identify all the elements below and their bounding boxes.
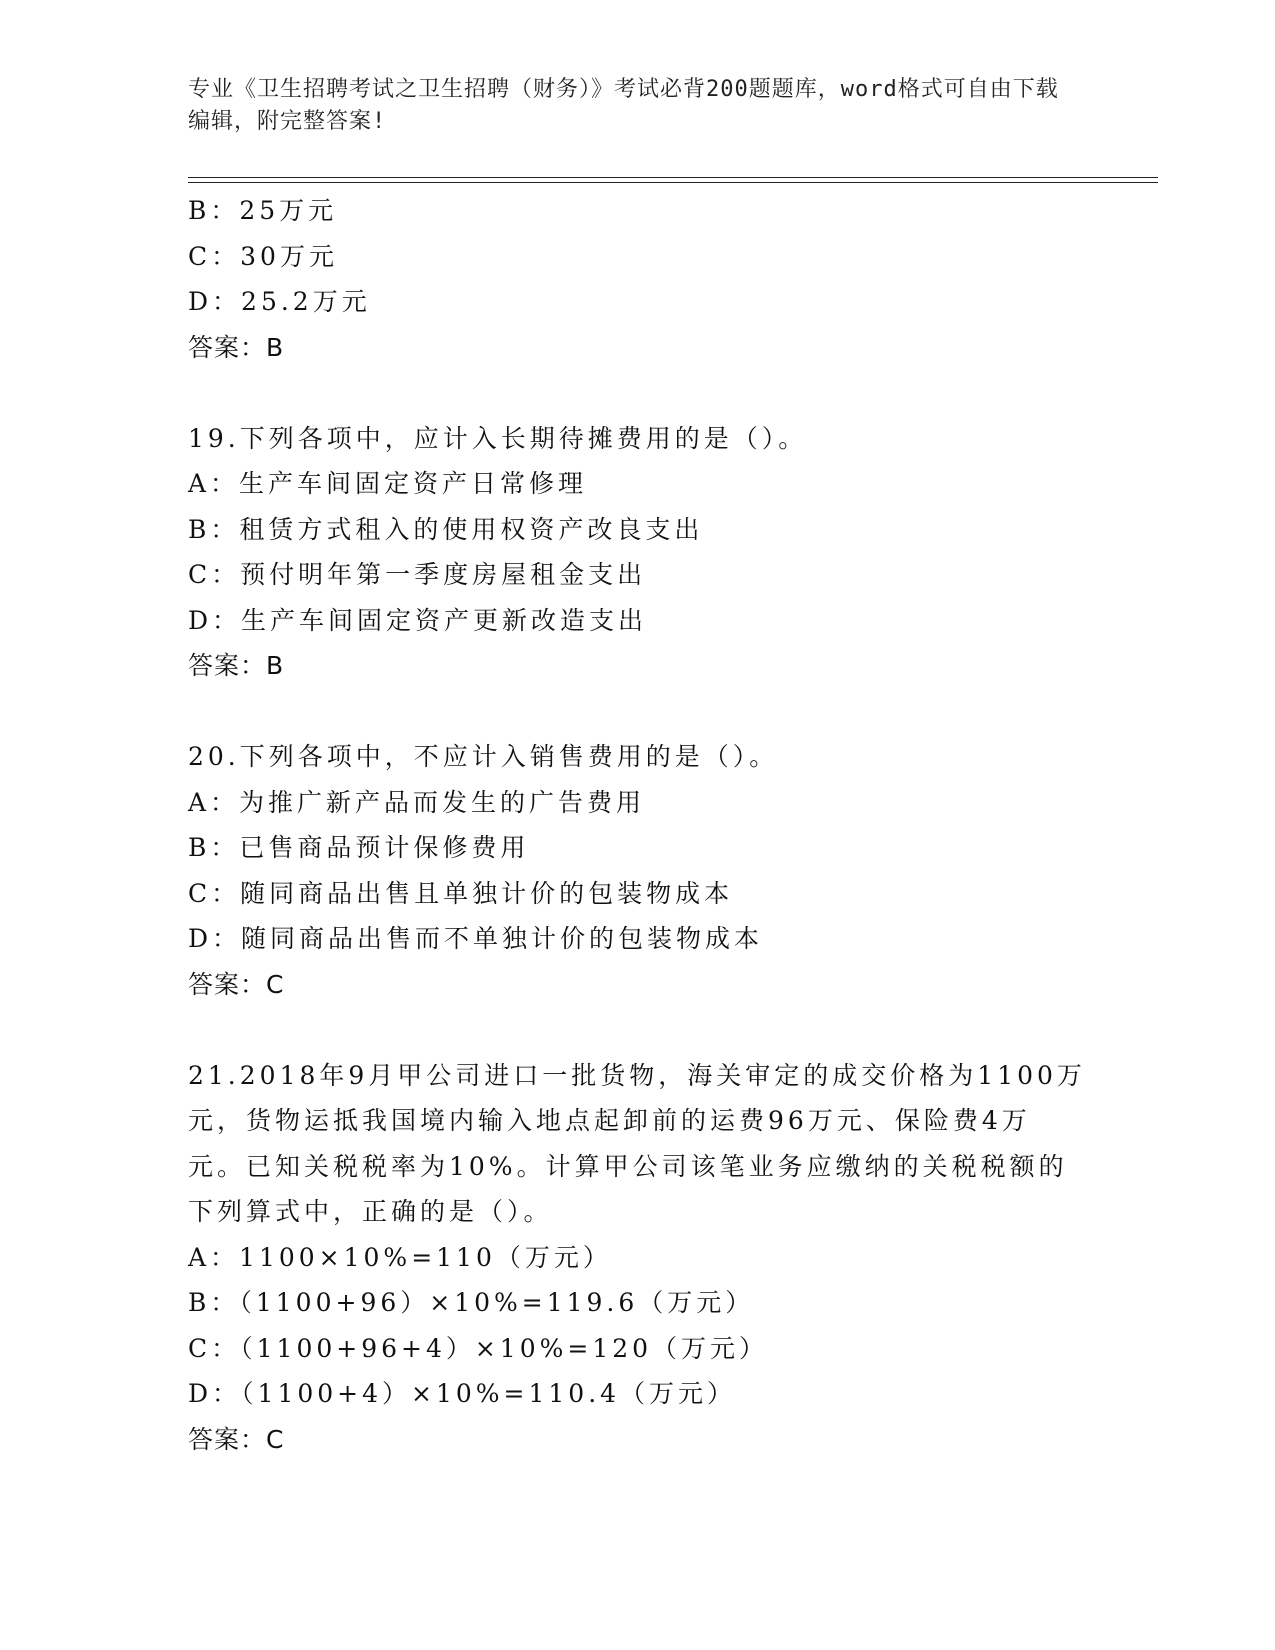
answer-line: 答案：C [188,1424,285,1454]
option-a: A：为推广新产品而发生的广告费用 [188,787,646,817]
option-b: B：（1100+96）×10%=119.6（万元） [188,1288,755,1317]
answer-line: 答案：B [188,332,285,362]
option-c: C：（1100+96+4）×10%=120（万元） [188,1333,769,1363]
question-18-tail [188,188,1088,370]
document-header: 专业《卫生招聘考试之卫生招聘（财务）》考试必背200题题库，word格式可自由下载编辑，附完整答案! [188,77,1059,134]
spacer [188,689,1088,735]
option-d: D：随同商品出售而不单独计价的包装物成本 [188,924,764,953]
option-b: B：已售商品预计保修费用 [188,833,530,862]
option-c: C：预付明年第一季度房屋租金支出 [188,560,647,589]
option-d: D：生产车间固定资产更新改造支出 [188,605,648,635]
question-text: 20.下列各项中，不应计入销售费用的是（）。 [188,742,779,771]
option-a: A：生产车间固定资产日常修理 [188,469,588,498]
header-divider-bottom [188,182,1158,183]
option-c: C：30万元 [188,241,338,271]
question-text: 19.下列各项中，应计入长期待摊费用的是（）。 [188,423,808,453]
option-d: D：25.2万元 [188,287,371,316]
option-c: C：随同商品出售且单独计价的包装物成本 [188,878,734,908]
answer-line: 答案：C [188,969,285,999]
answer-line: 答案：B [188,651,285,680]
option-b: B：租赁方式租入的使用权资产改良支出 [188,514,704,544]
option-d: D：（1100+4）×10%=110.4（万元） [188,1379,737,1408]
option-a: A：1100×10%=110（万元） [188,1242,612,1272]
question-21 [188,1053,1088,1463]
question-19 [188,416,1088,689]
question-20 [188,734,1088,1007]
spacer [188,1007,1088,1053]
question-text: 21.2018年9月甲公司进口一批货物，海关审定的成交价格为1100万元，货物运抵我国境内输入地点起卸前的运费96万元、保险费4万元。已知关税税率为10%。计算甲公司该笔业务应缴纳的关税税额的下列算式中，正确的是（）。 [188,1060,1086,1226]
header-divider-top [188,177,1158,178]
spacer [188,370,1088,416]
option-b: B：25万元 [188,196,338,225]
question-list [188,188,1088,1462]
